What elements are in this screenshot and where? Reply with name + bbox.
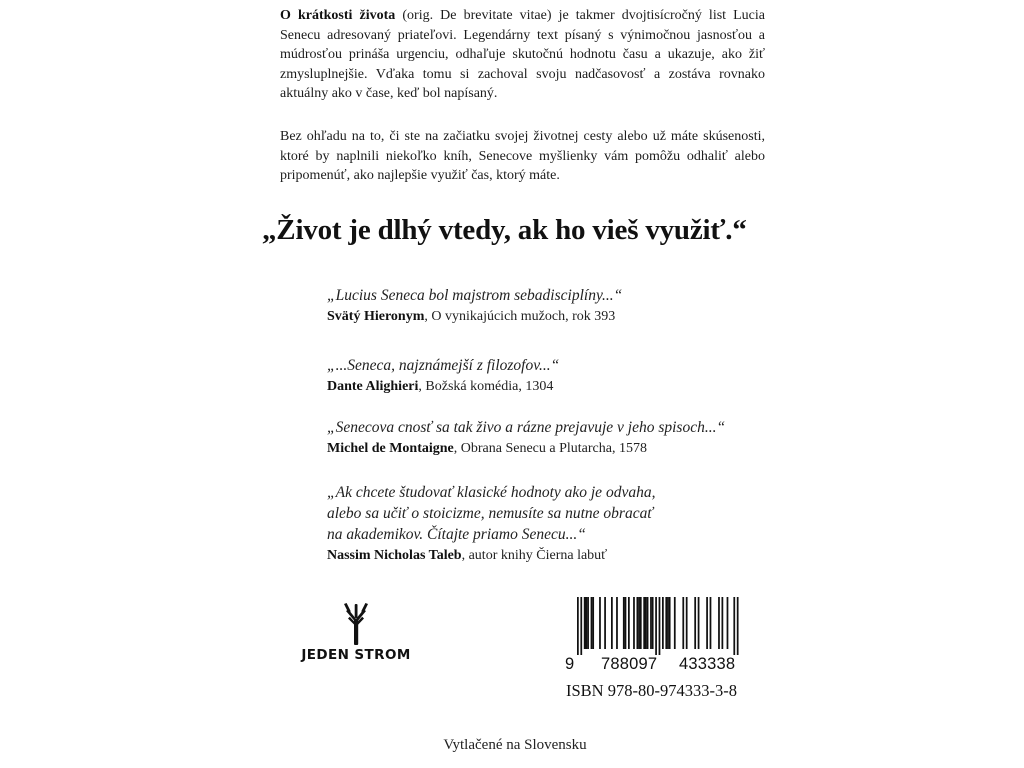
testimonial-attribution [327,545,787,567]
testimonial-year: , 1578 [611,441,647,456]
tree-icon [341,603,371,645]
barcode-bar [659,597,661,655]
testimonial-author: Svätý Hieronym [327,309,425,324]
barcode-left-digits: 788097 [601,655,658,673]
barcode-bar [674,597,676,649]
testimonial-quote: „Lucius Seneca bol majstrom sebadisciplíny...“ [327,287,623,304]
barcode-bar [643,597,645,649]
printed-in-label: Vytlačené na Slovensku [443,737,587,753]
barcode-bar [625,597,627,649]
isbn-number: ISBN 978-80-974333-3-8 [566,681,737,700]
testimonial-author: Dante Alighieri [327,379,419,394]
barcode-bar [694,597,696,649]
barcode-bar [669,597,671,649]
barcode-right-digits: 433338 [679,655,736,673]
testimonial-dante [327,355,787,398]
intro-paragraph-1-text: (orig. De brevitate vitae) je takmer dvojtisícročný list Lucia Senecu adresovaný priateľovi. Legendárny text písaný s výnimočnou jasnosťou a múdrosťou prináša urgenciu, odhaľuje skutočnú hodnotu času a ukazuje, ako žiť zmysluplnejšie. Vďaka tomu si zachoval svoju nadčasovosť a zostáva rovnako aktuálny ako v čase, keď bol napísaný. [280,8,765,101]
barcode-bar [665,597,667,649]
barcode-bar [706,597,708,649]
barcode-bar [586,597,588,649]
barcode-bar [727,597,729,649]
testimonial-attribution [327,376,787,398]
barcode-bar [718,597,720,649]
barcode-bar [591,597,593,649]
testimonial-quote: „Ak chcete študovať klasické hodnoty ako je odvaha, alebo sa učiť o stoicizme, nemusíte sa nutne obracať na akademikov. Čítajte priamo Senecu...“ [327,484,656,543]
barcode-bar [587,597,589,649]
barcode-bar [611,597,613,649]
barcode-bar [662,597,664,649]
book-title-bold: O krátkosti života [280,8,396,23]
barcode-digits [565,655,749,675]
barcode-bar [647,597,649,649]
barcode-bar [628,597,630,649]
barcode-bar [733,597,735,655]
barcode-bar [584,597,586,649]
isbn-barcode [565,597,749,701]
barcode-bar [737,597,739,655]
barcode-bar [650,597,652,649]
barcode-bar [655,597,657,655]
barcode-bar [722,597,724,649]
barcode-bar [580,597,582,655]
testimonial-author: Michel de Montaigne [327,441,454,456]
testimonial-attribution [327,438,787,460]
testimonial-taleb [327,482,787,567]
barcode-bar [640,597,642,649]
testimonial-year: , rok 393 [565,309,616,324]
barcode-bar [698,597,700,649]
testimonial-author: Nassim Nicholas Taleb [327,548,462,563]
barcode-bars [565,597,749,655]
barcode-bar [577,597,579,655]
intro-paragraph-2: Bez ohľadu na to, či ste na začiatku svojej životnej cesty alebo už máte skúsenosti, ktoré by naplnili niekoľko kníh, Senecove myšlienky vám pomôžu odhaliť alebo pripomenúť, ako najlepšie využiť čas, ktorý máte. [280,129,765,183]
testimonial-quote: „...Seneca, najznámejší z filozofov...“ [327,357,560,374]
barcode-bar [604,597,606,649]
barcode-bar [645,597,647,649]
barcode-bar [667,597,669,649]
barcode-bar [633,597,635,649]
testimonial-quote: „Senecova cnosť sa tak živo a rázne prejavuje v jeho spisoch...“ [327,419,726,436]
barcode-bar [599,597,601,649]
barcode-bar [682,597,684,649]
testimonial-montaigne [327,417,787,460]
barcode-bar [710,597,712,649]
testimonial-year: , 1304 [518,379,554,394]
barcode-bar [652,597,654,649]
testimonial-attribution [327,306,787,328]
testimonial-hieronym [327,285,787,328]
testimonial-source: , autor knihy Čierna labuť [461,548,608,563]
barcode-bar [638,597,640,649]
barcode-bar [623,597,625,649]
barcode-bar [616,597,618,649]
barcode-bar [592,597,594,649]
barcode-first-digit: 9 [565,655,575,673]
publisher-name: JEDEN STROM [301,647,411,663]
publisher-logo [294,603,418,663]
testimonial-source: , Obrana Senecu a Plutarcha [453,441,612,456]
testimonial-source: , Božská komédia [418,379,519,394]
barcode-bar [686,597,688,649]
barcode-bar [637,597,639,649]
testimonial-source: , O vynikajúcich mužoch [424,309,566,324]
intro-paragraph-1 [280,6,765,104]
main-quote: „Život je dlhý vtedy, ak ho vieš využiť.“ [262,214,747,246]
